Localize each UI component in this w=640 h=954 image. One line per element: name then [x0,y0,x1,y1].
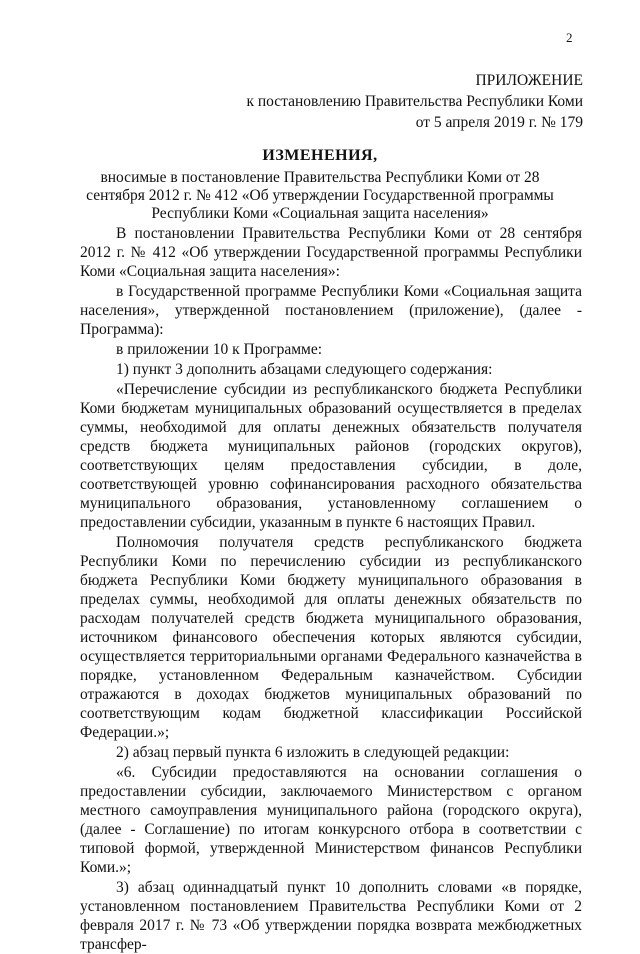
paragraph: 3) абзац одиннадцатый пункт 10 дополнить словами «в порядке, установленном постановлением Правительства Республики Коми от 2 февраля 2017 г. № 73 «Об утверждении порядка возврата межбюджетных трансфер- [80,879,582,953]
paragraph: в приложении 10 к Программе: [116,341,323,358]
changes-title: ИЗМЕНЕНИЯ, [262,147,378,164]
appendix-header [246,70,583,133]
paragraph: Полномочия получателя средств республиканского бюджета Республики Коми по перечислению субсидии из республиканского бюджета Республики Коми бюджету муниципального образования в пределах суммы, необходимой для оплаты денежных обязательств по расходам получателей средств бюджета муниципального образования, источником финансового обеспечения которых являются субсидии, осуществляется территориальными органами Федерального казначейства в порядке, установленном Федеральным казначейством. Субсидии отражаются в доходах бюджетов муниципальных образований по соответствующим кодам бюджетной классификации Российской Федерации.»; [80,534,582,741]
document-body [80,224,582,954]
appendix-title: ПРИЛОЖЕНИЕ [475,72,583,89]
paragraph: 1) пункт 3 дополнить абзацами следующего содержания: [116,361,493,378]
paragraph: в Государственной программе Республики Коми «Социальная защита населения», утвержденной постановлением (приложение), (далее - Программа): [80,283,582,338]
page-number: 2 [566,30,573,45]
paragraph: «6. Субсидии предоставляются на основании соглашения о предоставлении субсидии, заключаемого Министерством с органом местного самоуправления муниципального района (городского округа), (далее - Соглашение) по итогам конкурсного отбора в соответствии с типовой формой, утвержденной Министерством финансов Республики Коми.»; [80,764,582,876]
paragraph: 2) абзац первый пункта 6 изложить в следующей редакции: [116,744,510,761]
appendix-line-1: к постановлению Правительства Республики Коми [246,93,583,110]
paragraph: В постановлении Правительства Республики Коми от 28 сентября 2012 г. № 412 «Об утверждении Государственной программы Республики Коми «Социальная защита населения»: [80,225,582,280]
changes-subtitle: вносимые в постановление Правительства Республики Коми от 28 сентября 2012 г. № 412 «Об утверждении Государственной программы Республики Коми «Социальная защита населения» [86,169,554,222]
appendix-line-2: от 5 апреля 2019 г. № 179 [415,114,583,131]
changes-heading [70,146,570,223]
paragraph: «Перечисление субсидии из республиканского бюджета Республики Коми бюджетам муниципальных образований осуществляется в пределах суммы, необходимой для оплаты денежных обязательств получателя средств бюджета муниципальных районов (городских округов), соответствующих целям предоставления субсидии, в доле, соответствующей уровню софинансирования расходного обязательства муниципального образования, установленному соглашением о предоставлении субсидии, указанным в пункте 6 настоящих Правил. [80,381,582,531]
